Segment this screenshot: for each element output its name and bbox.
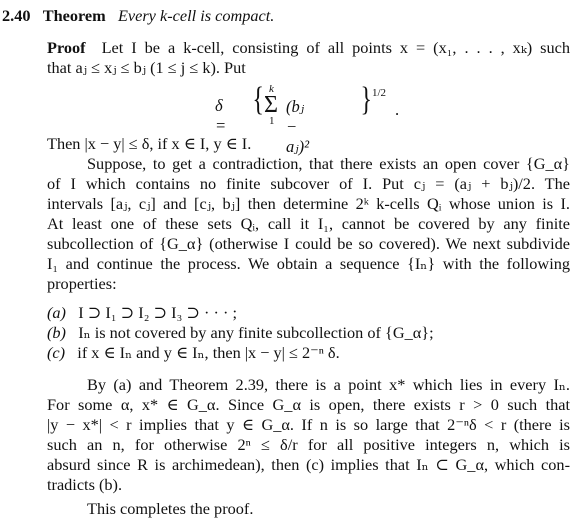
property-c-text: if x ∈ Iₙ and y ∈ Iₙ, then |x − y| ≤ 2⁻ⁿ δ. [77,343,340,362]
theorem-statement: Every k-cell is compact. [117,6,275,25]
property-a-text: I ⊃ I₁ ⊃ I₂ ⊃ I₃ ⊃ · · · ; [78,303,238,322]
left-brace: { [252,81,264,118]
proof-line-9: I₁ and continue the process. We obtain a sequence {Iₙ} with the following [47,254,570,273]
proof-line-4: Suppose, to get a contradiction, that there exists an open cover {G_α} [87,154,570,173]
property-c-marker: (c) [47,343,66,362]
property-a [47,303,237,323]
proof-line-10: properties: [47,274,117,293]
proof-conclusion: This completes the proof. [87,499,254,518]
proof-label: Proof [47,38,86,57]
equation-lhs: δ = [215,96,227,135]
property-c [47,343,340,363]
theorem-number: 2.40 [2,6,31,25]
sum-upper: k [269,83,274,95]
proof-line-6: intervals [aⱼ, cⱼ] and [cⱼ, bⱼ] then determine 2ᵏ k-cells Qᵢ whose union is I. [47,194,570,213]
closing-line-2: For some α, x* ∈ G_α. Since G_α is open, there exists r > 0 such that [47,395,570,414]
right-brace: } [360,81,372,118]
property-a-marker: (a) [47,303,66,322]
proof-line-5: of I which contains no finite subcover of I. Put cⱼ = (aⱼ + bⱼ)/2. The [47,174,570,193]
proof-line-8: subcollection of {G_α} (otherwise I could be so covered). We next subdivide [47,234,570,253]
closing-line-4: such an n, for otherwise 2ⁿ ≤ δ/r for all positive integers n, which is [47,435,570,454]
theorem-heading [2,6,274,26]
proof-line-1 [47,38,570,58]
proof-line-7: At least one of these sets Qᵢ, call it I₁, cannot be covered by any finite [47,214,570,233]
closing-line-3: |y − x*| < r implies that y ∈ G_α. If n is so large that 2⁻ⁿδ < r (there is [47,415,570,434]
closing-line-5: absurd since R is archimedean), then (c) implies that Iₙ ⊂ G_α, which con- [47,455,570,474]
sum-symbol: Σ [264,92,278,118]
property-b-text: Iₙ is not covered by any finite subcollection of {G_α}; [78,323,434,342]
equation-body: (bⱼ − aⱼ)² [286,97,310,156]
proof-line-3: Then |x − y| ≤ δ, if x ∈ I, y ∈ I. [47,134,252,153]
closing-line-1: By (a) and Theorem 2.39, there is a point x* which lies in every Iₙ. [87,375,570,394]
closing-line-6: tradicts (b). [47,475,123,494]
sum-lower: 1 [269,115,275,127]
equation-period: . [395,100,400,119]
property-b [47,323,434,343]
equation-exponent: 1/2 [372,87,387,99]
property-b-marker: (b) [47,323,66,342]
proof-text-1: Let I be a k-cell, consisting of all points x = (x₁, . . . , xₖ) such [101,38,571,57]
proof-line-2: that aⱼ ≤ xⱼ ≤ bⱼ (1 ≤ j ≤ k). Put [47,58,246,77]
theorem-label: Theorem [42,6,106,25]
